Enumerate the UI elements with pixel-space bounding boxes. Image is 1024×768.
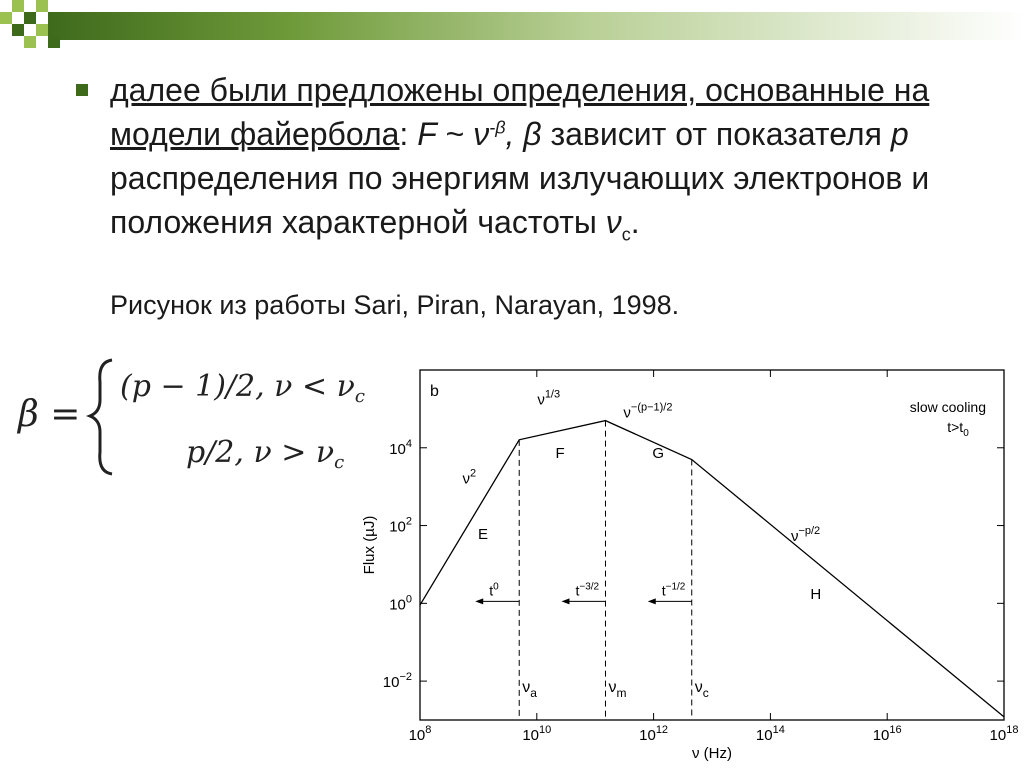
break-label: $\nu_a$ bbox=[522, 679, 537, 700]
segment-letter: F bbox=[555, 444, 565, 462]
x-axis-label: ν (Hz) bbox=[692, 745, 732, 762]
decoration-square bbox=[24, 12, 36, 24]
plot-frame bbox=[420, 370, 1004, 720]
y-tick-label: $10^0$ bbox=[389, 593, 412, 614]
x-tick-label: $10^{18}$ bbox=[989, 724, 1019, 744]
spectrum-chart bbox=[340, 356, 1020, 766]
x-tick-label: $10^{10}$ bbox=[522, 724, 552, 744]
y-axis-label: Flux (µJ) bbox=[361, 515, 378, 575]
evolution-label: $t^0$ bbox=[489, 581, 499, 599]
beta-exponent: -β bbox=[489, 117, 506, 138]
segment-letter: G bbox=[652, 444, 665, 462]
break-label: $\nu_c$ bbox=[694, 679, 709, 700]
segment-slope-label: $\nu^2$ bbox=[462, 467, 477, 488]
text-fragment: зависит от показателя bbox=[541, 116, 891, 152]
text-fragment: ~ bbox=[436, 116, 474, 152]
segment-slope-label: $\nu^{-p/2}$ bbox=[790, 525, 821, 546]
text-fragment: распределения по энергиям излучающих электронов и положения характерной частоты bbox=[110, 160, 930, 240]
underlined-text: далее были предложены определения, основанные на модели файербола bbox=[110, 72, 930, 152]
text-fragment: . bbox=[630, 204, 640, 240]
break-label: $\nu_m$ bbox=[608, 679, 627, 700]
decoration-square bbox=[0, 12, 12, 24]
y-tick-label: $10^{-2}$ bbox=[382, 671, 412, 692]
figure-caption: Рисунок из работы Sari, Piran, Narayan, 1998. bbox=[110, 290, 680, 320]
legend-label-line-2: $t>t_0$ bbox=[947, 419, 969, 439]
beta-symbol: , β bbox=[505, 116, 542, 152]
beta-formula bbox=[14, 350, 365, 480]
formula-brace bbox=[90, 360, 112, 474]
evolution-label: $t^{-3/2}$ bbox=[575, 581, 600, 599]
segment-slope-label: $\nu^{-(p-1)/2}$ bbox=[623, 401, 673, 422]
segment-letter: H bbox=[810, 585, 822, 603]
segment-slope-label: $\nu^{1/3}$ bbox=[537, 388, 561, 409]
nu-c-subscript: c bbox=[621, 224, 631, 245]
segment-letter: E bbox=[478, 526, 489, 544]
decoration-square bbox=[12, 24, 24, 36]
formula-case-1: (p − 1)/2, $\nu < \nu_c$ bbox=[120, 369, 365, 407]
decoration-square bbox=[48, 36, 60, 48]
decoration-gradient-bar bbox=[48, 12, 1024, 40]
nu-symbol: ν bbox=[605, 204, 622, 240]
decoration-square bbox=[12, 0, 24, 12]
text-fragment: : bbox=[399, 116, 418, 152]
decoration-square bbox=[24, 36, 36, 48]
title-decoration bbox=[0, 0, 1024, 50]
legend-label-line-1: slow cooling bbox=[909, 399, 986, 415]
decoration-square bbox=[36, 0, 48, 12]
decoration-square bbox=[36, 24, 48, 36]
y-tick-label: $10^4$ bbox=[389, 437, 412, 458]
bullet-marker bbox=[76, 84, 88, 96]
evolution-label: $t^{-1/2}$ bbox=[661, 581, 686, 599]
p-symbol: p bbox=[890, 116, 909, 152]
flux-symbol: F bbox=[417, 116, 437, 152]
bullet-paragraph bbox=[110, 68, 990, 244]
x-tick-label: $10^{16}$ bbox=[872, 724, 902, 744]
panel-label: b bbox=[430, 383, 439, 400]
x-tick-label: $10^{14}$ bbox=[755, 724, 785, 744]
y-tick-label: $10^2$ bbox=[389, 515, 412, 536]
nu-symbol: ν bbox=[473, 116, 490, 152]
x-tick-label: $10^{12}$ bbox=[639, 724, 669, 744]
x-tick-label: $10^8$ bbox=[408, 724, 432, 744]
formula-lhs: β = bbox=[18, 394, 81, 435]
formula-case-2: p/2, $\nu > \nu_c$ bbox=[186, 435, 345, 473]
